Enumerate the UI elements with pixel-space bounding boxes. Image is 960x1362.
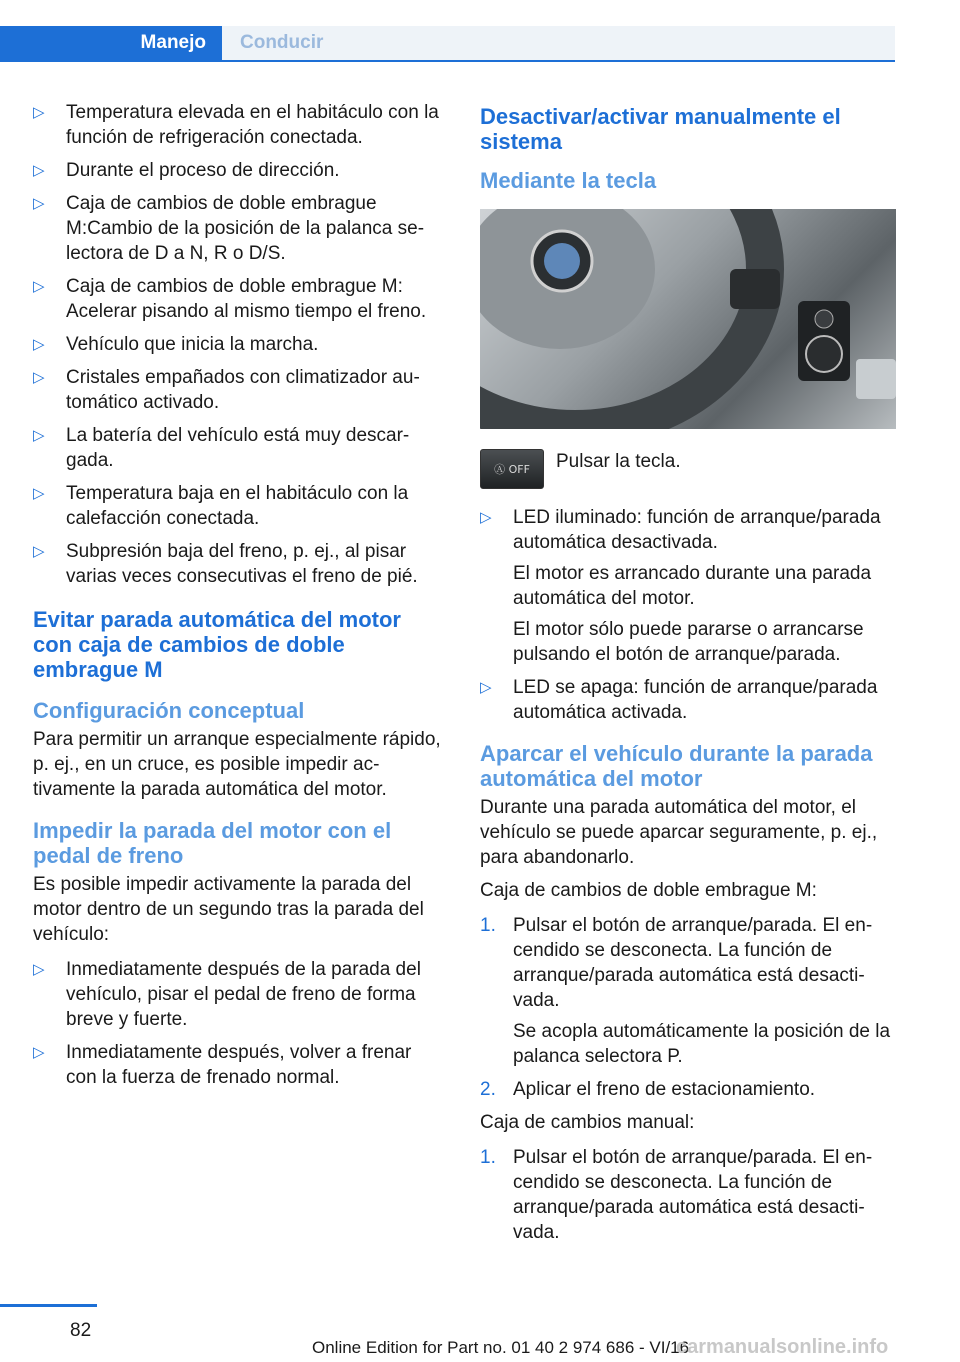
list-item: ▷ Caja de cambios de doble embrague M:Cambio de la posición de la palanca selectora de D a N, R o D/S. [33,193,425,264]
led-on-note-2: El motor sólo puede pararse o arrancarse pulsando el botón de arranque/parada. [513,619,864,665]
list-item: ▷ La batería del vehículo está muy descargada. [33,425,410,471]
dct-label: Caja de cambios de doble embrague M: [480,880,817,901]
triangle-bullet-icon: ▷ [33,336,45,353]
tab-conducir[interactable]: Conducir [222,26,895,60]
edition-footer: Online Edition for Part no. 01 40 2 974 686 - VI/16 [312,1338,690,1357]
step-number: 1. [480,915,496,936]
section-heading-avoid-stop: Evitar parada automática del motor con caja de cambios de doble embrague M [33,607,401,682]
triangle-bullet-icon: ▷ [33,1044,45,1061]
triangle-bullet-icon: ▷ [33,961,45,978]
header-rule [0,60,895,62]
brake-steps-list [33,957,441,1090]
chapter-tabs [0,26,895,60]
page-number: 82 [70,1320,92,1341]
list-item: ▷ Inmediatamente después, volver a frenar con la fuerza de frenado normal. [33,1042,412,1088]
section-heading-by-key: Mediante la tecla [480,168,657,193]
footer-rule [0,1304,97,1307]
triangle-bullet-icon: ▷ [480,509,492,526]
triangle-bullet-icon: ▷ [33,543,45,560]
list-item: ▷ Cristales empañados con climatizador automático activado. [33,367,420,413]
step-number: 2. [480,1079,496,1100]
conditions-list [33,100,441,589]
list-item: 1. Pulsar el botón de arranque/parada. El encendido se desconecta. La función de arranque/parada automática está desactivada. [480,1147,873,1243]
list-item: 1. Pulsar el botón de arranque/parada. El encendido se desconecta. La función de arranque/parada automática está desactivada. Se acopla automáticamente la posición de la palanca selectora P. [480,913,896,1069]
section-heading-brake-pedal: Impedir la parada del motor con el pedal de freno [33,818,392,868]
list-item: ▷ LED se apaga: función de arranque/parada automática activada. [480,677,878,723]
section-heading-concept: Configuración conceptual [33,698,305,723]
triangle-bullet-icon: ▷ [33,369,45,386]
list-item: ▷ Temperatura elevada en el habitáculo con la función de refrigeración conectada. [33,102,439,148]
key-instruction-row [480,449,896,489]
led-status-list [480,505,896,725]
list-item: ▷ Inmediatamente después de la parada del vehículo, pisar el pedal de freno de forma breve y fuerte. [33,959,421,1030]
triangle-bullet-icon: ▷ [33,485,45,502]
auto-start-stop-off-button-icon: Ⓐ OFF [480,449,544,489]
triangle-bullet-icon: ▷ [33,162,45,179]
triangle-bullet-icon: ▷ [33,195,45,212]
list-item: ▷ Subpresión baja del freno, p. ej., al pisar varias veces consecutivas el freno de pié. [33,541,418,587]
triangle-bullet-icon: ▷ [33,104,45,121]
concept-paragraph: Para permitir un arranque especialmente rápido, p. ej., en un cruce, es posible impedir activamente la parada automática del motor. [33,729,441,800]
triangle-bullet-icon: ▷ [33,278,45,295]
watermark: carmanualsonline.info [676,1336,889,1358]
step-note: Se acopla automáticamente la posición de la palanca selectora P. [513,1021,891,1067]
step-number: 1. [480,1147,496,1168]
list-item: ▷ Temperatura baja en el habitáculo con la calefacción conectada. [33,483,409,529]
left-column [33,100,441,1098]
list-item: ▷ Caja de cambios de doble embrague M: Acelerar pisando al mismo tiempo el freno. [33,276,427,322]
list-item: ▷ Durante el proceso de dirección. [33,160,340,181]
brake-paragraph: Es posible impedir activamente la parada del motor dentro de un segundo tras la parada del vehículo: [33,874,424,945]
led-on-note-1: El motor es arrancado durante una parada automática del motor. [513,563,872,609]
manual-steps-list [480,1145,896,1245]
section-heading-park: Aparcar el vehículo durante la parada automática del motor [480,741,873,791]
key-instruction: Pulsar la tecla. [556,451,681,472]
right-column [480,100,896,1253]
steering-wheel-illustration [480,209,896,429]
list-item: ▷ Vehículo que inicia la marcha. [33,334,319,355]
list-item: ▷ LED iluminado: función de arranque/parada automática desactivada. El motor es arrancado durante una parada automática del motor. El motor sólo puede pararse o arrancarse pulsando el botón de arranque/parada. [480,505,896,667]
park-paragraph: Durante una parada automática del motor, el vehículo se puede aparcar seguramente, p. ej., para abandonarlo. [480,797,878,868]
tab-manejo[interactable]: Manejo [0,26,222,60]
triangle-bullet-icon: ▷ [33,427,45,444]
dct-steps-list [480,913,896,1102]
manual-label: Caja de cambios manual: [480,1112,695,1133]
list-item: 2. Aplicar el freno de estacionamiento. [480,1079,816,1100]
steering-wheel-photo [480,209,896,429]
triangle-bullet-icon: ▷ [480,679,492,696]
section-heading-manual-toggle: Desactivar/activar manualmente el sistema [480,104,841,154]
